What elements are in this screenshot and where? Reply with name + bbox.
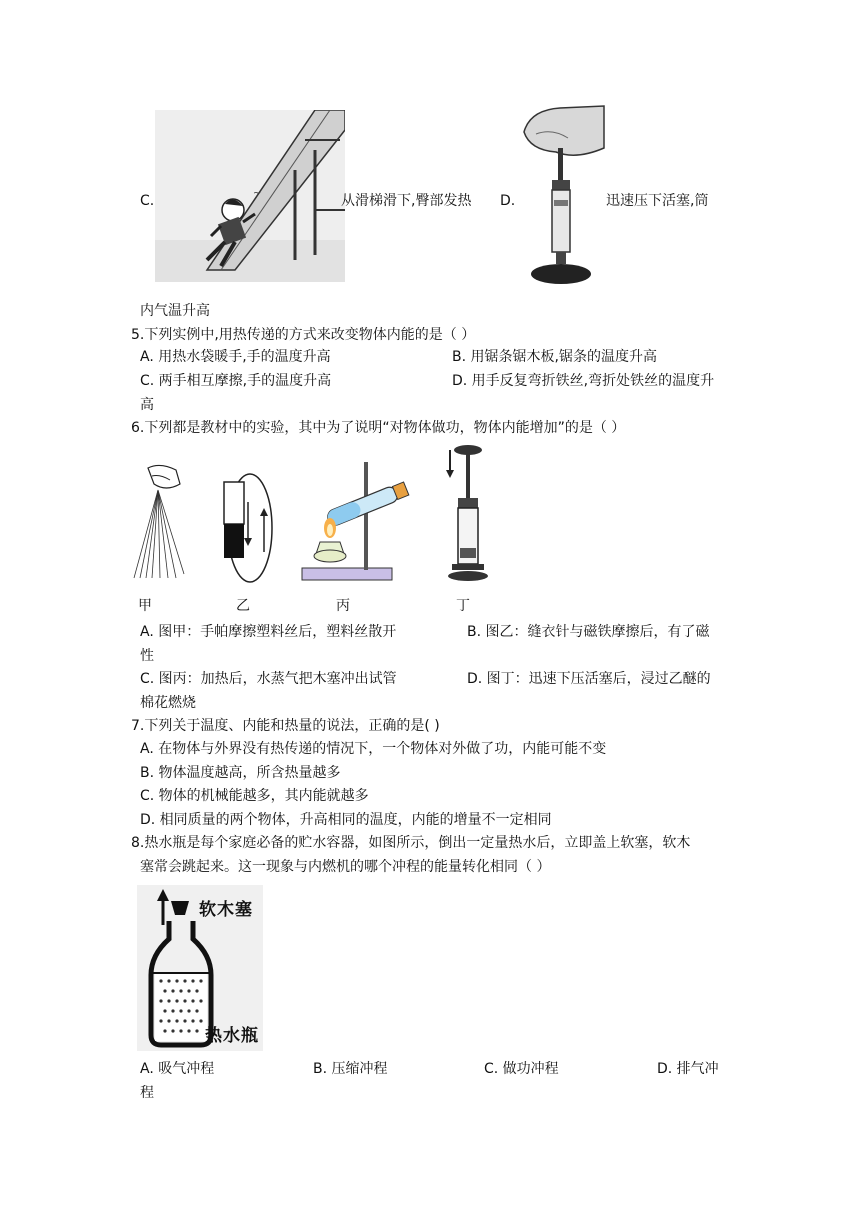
q8-option-d: D. 排气冲 — [657, 1061, 719, 1077]
figure-label-ding: 丁 — [456, 598, 470, 614]
q8-stem-line1: 8.热水瓶是每个家庭必备的贮水容器，如图所示，倒出一定量热水后，立即盖上软塞，软木 — [131, 835, 691, 851]
q6-option-c: C. 图丙：加热后，水蒸气把木塞冲出试管 — [140, 671, 397, 687]
figure-yi — [216, 472, 276, 588]
piston-figure — [516, 104, 606, 294]
q8-option-c: C. 做功冲程 — [484, 1061, 559, 1077]
slide-figure — [155, 110, 345, 282]
figure-bing — [298, 458, 414, 586]
thermos-label-cork: 软木塞 — [199, 900, 253, 920]
q4-option-c-text: 从滑梯滑下,臀部发热 — [341, 193, 472, 209]
q5-option-d: D. 用手反复弯折铁丝,弯折处铁丝的温度升 — [452, 373, 715, 389]
q6-option-d-cont: 棉花燃烧 — [140, 695, 196, 711]
thermos-label-bottle: 热水瓶 — [205, 1026, 259, 1046]
figure-label-bing: 丙 — [336, 598, 350, 614]
q8-option-a: A. 吸气冲程 — [140, 1061, 215, 1077]
q8-option-d-cont: 程 — [140, 1085, 154, 1101]
q7-option-b: B. 物体温度越高，所含热量越多 — [140, 765, 341, 781]
q6-option-d: D. 图丁：迅速下压活塞后，浸过乙醚的 — [467, 671, 711, 687]
q8-option-b: B. 压缩冲程 — [313, 1061, 388, 1077]
q4-option-d-label: D. — [500, 193, 516, 209]
q6-option-b-cont: 性 — [140, 648, 154, 664]
q7-option-a: A. 在物体与外界没有热传递的情况下，一个物体对外做了功，内能可能不变 — [140, 741, 607, 757]
q5-option-c: C. 两手相互摩擦,手的温度升高 — [140, 373, 332, 389]
thermos-figure — [137, 885, 263, 1051]
q7-stem: 7.下列关于温度、内能和热量的说法，正确的是( ) — [131, 718, 440, 734]
figure-jia — [130, 462, 190, 580]
figure-ding — [440, 444, 490, 584]
q8-stem-line2: 塞常会跳起来。这一现象与内燃机的哪个冲程的能量转化相同（ ） — [140, 859, 551, 875]
svg-text:~: ~ — [253, 188, 262, 199]
q4-option-c-label: C. — [140, 193, 155, 209]
q6-option-b: B. 图乙：缝衣针与磁铁摩擦后，有了磁 — [467, 624, 710, 640]
figure-label-yi: 乙 — [236, 598, 250, 614]
q5-option-d-cont: 高 — [140, 397, 154, 413]
q6-option-a: A. 图甲：手帕摩擦塑料丝后，塑料丝散开 — [140, 624, 397, 640]
q7-option-d: D. 相同质量的两个物体，升高相同的温度，内能的增量不一定相同 — [140, 812, 552, 828]
q4-option-d-text: 迅速压下活塞,筒 — [606, 193, 709, 209]
q5-stem: 5.下列实例中,用热传递的方式来改变物体内能的是（ ） — [131, 327, 476, 343]
figure-label-jia: 甲 — [138, 598, 152, 614]
q4-option-d-text-cont: 内气温升高 — [140, 303, 210, 319]
q7-option-c: C. 物体的机械能越多，其内能就越多 — [140, 788, 369, 804]
q5-option-b: B. 用锯条锯木板,锯条的温度升高 — [452, 349, 657, 365]
q6-stem: 6.下列都是教材中的实验，其中为了说明“对物体做功，物体内能增加”的是（ ） — [131, 420, 626, 436]
q5-option-a: A. 用热水袋暖手,手的温度升高 — [140, 349, 331, 365]
